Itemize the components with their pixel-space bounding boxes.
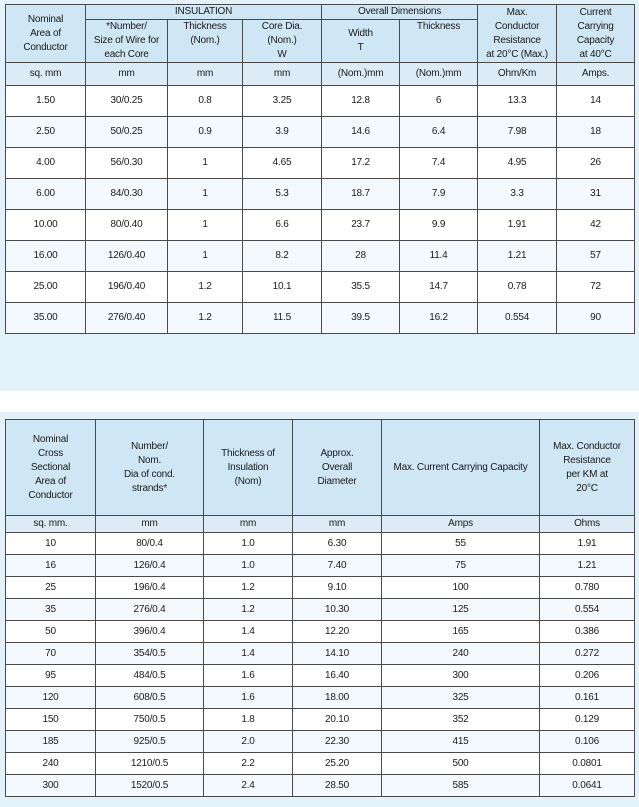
table-cell: 1.6	[204, 665, 293, 687]
table-cell: 6	[400, 86, 478, 117]
table-cell: 14	[557, 86, 635, 117]
table-cell: 14.6	[322, 117, 400, 148]
table-row	[6, 687, 635, 709]
table-cell: 1.2	[168, 272, 243, 303]
unit-cell: (Nom.)mm	[322, 63, 400, 86]
header-overall-dimensions-group: Overall Dimensions	[322, 5, 478, 20]
header-max-resistance: Max. Conductor Resistance at 20°C (Max.)	[478, 5, 557, 63]
table-cell: 3.3	[478, 179, 557, 210]
table-cell: 300	[6, 775, 96, 797]
table-cell: 75	[382, 555, 540, 577]
table-cell: 0.554	[478, 303, 557, 334]
table-cell: 16.40	[293, 665, 382, 687]
table-cell: 55	[382, 533, 540, 555]
table-cell: 22.30	[293, 731, 382, 753]
table-cell: 1.21	[478, 241, 557, 272]
table-row	[6, 117, 635, 148]
table2-panel	[0, 412, 639, 807]
table-cell: 4.95	[478, 148, 557, 179]
table-cell: 1210/0.5	[96, 753, 204, 775]
column-header: Number/ Nom. Dia of cond. strands*	[96, 420, 204, 516]
table-cell: 396/0.4	[96, 621, 204, 643]
table-cell: 1.8	[204, 709, 293, 731]
table-cell: 1	[168, 148, 243, 179]
table-cell: 13.3	[478, 86, 557, 117]
table-cell: 1	[168, 179, 243, 210]
table-cell: 35.5	[322, 272, 400, 303]
header-current-capacity: Current Carrying Capacity at 40°C	[557, 5, 635, 63]
table-cell: 1.0	[204, 555, 293, 577]
table-row	[6, 86, 635, 117]
table1-body	[6, 86, 635, 334]
table-row	[6, 303, 635, 334]
table-cell: 0.0641	[540, 775, 635, 797]
table-cell: 4.65	[243, 148, 322, 179]
table-cell: 415	[382, 731, 540, 753]
units-row	[6, 516, 635, 533]
table-cell: 9.9	[400, 210, 478, 241]
table-cell: 23.7	[322, 210, 400, 241]
unit-cell: (Nom.)mm	[400, 63, 478, 86]
table-cell: 0.272	[540, 643, 635, 665]
table-cell: 120	[6, 687, 96, 709]
table-row	[6, 753, 635, 775]
table-row	[6, 643, 635, 665]
table-cell: 70	[6, 643, 96, 665]
table-cell: 0.386	[540, 621, 635, 643]
table-cell: 10	[6, 533, 96, 555]
table-cell: 31	[557, 179, 635, 210]
table-cell: 150	[6, 709, 96, 731]
table-row	[6, 533, 635, 555]
table-cell: 7.40	[293, 555, 382, 577]
table-cell: 42	[557, 210, 635, 241]
table-cell: 500	[382, 753, 540, 775]
table-cell: 2.50	[6, 117, 86, 148]
table-cell: 276/0.40	[86, 303, 168, 334]
table2-header-row	[6, 420, 635, 516]
table-cell: 126/0.4	[96, 555, 204, 577]
column-header: Thickness of Insulation (Nom)	[204, 420, 293, 516]
table-cell: 0.129	[540, 709, 635, 731]
table-cell: 3.9	[243, 117, 322, 148]
table-cell: 18	[557, 117, 635, 148]
unit-cell: Ohm/Km	[478, 63, 557, 86]
table-cell: 14.10	[293, 643, 382, 665]
column-header: Max. Conductor Resistance per KM at 20°C	[540, 420, 635, 516]
table-cell: 0.78	[478, 272, 557, 303]
table-cell: 4.00	[6, 148, 86, 179]
column-header: Approx. Overall Diameter	[293, 420, 382, 516]
cable-spec-table-1	[5, 4, 635, 334]
table-cell: 95	[6, 665, 96, 687]
table-cell: 28	[322, 241, 400, 272]
table-cell: 750/0.5	[96, 709, 204, 731]
table1-panel	[0, 0, 639, 391]
table-cell: 354/0.5	[96, 643, 204, 665]
table-row	[6, 709, 635, 731]
table-cell: 196/0.4	[96, 577, 204, 599]
table-cell: 352	[382, 709, 540, 731]
table-cell: 35.00	[6, 303, 86, 334]
table-cell: 6.6	[243, 210, 322, 241]
table-row	[6, 599, 635, 621]
table-cell: 25.20	[293, 753, 382, 775]
table-cell: 0.8	[168, 86, 243, 117]
table-cell: 80/0.40	[86, 210, 168, 241]
table-cell: 18.7	[322, 179, 400, 210]
table-cell: 84/0.30	[86, 179, 168, 210]
table-row	[6, 775, 635, 797]
table-cell: 1.91	[540, 533, 635, 555]
table-cell: 72	[557, 272, 635, 303]
header-insulation-thickness: Thickness (Nom.)	[168, 20, 243, 63]
table-cell: 185	[6, 731, 96, 753]
table-cell: 26	[557, 148, 635, 179]
table-cell: 0.106	[540, 731, 635, 753]
table-cell: 11.5	[243, 303, 322, 334]
table-cell: 6.00	[6, 179, 86, 210]
header-core-dia: Core Dia. (Nom.) W	[243, 20, 322, 63]
table-cell: 25	[6, 577, 96, 599]
table-cell: 300	[382, 665, 540, 687]
column-header: Max. Current Carrying Capacity	[382, 420, 540, 516]
table-cell: 50	[6, 621, 96, 643]
table-cell: 1.4	[204, 643, 293, 665]
table-cell: 7.9	[400, 179, 478, 210]
table-cell: 0.0801	[540, 753, 635, 775]
table-cell: 10.1	[243, 272, 322, 303]
table-cell: 240	[6, 753, 96, 775]
table-cell: 50/0.25	[86, 117, 168, 148]
table-cell: 90	[557, 303, 635, 334]
table-cell: 0.554	[540, 599, 635, 621]
table-cell: 276/0.4	[96, 599, 204, 621]
table-cell: 20.10	[293, 709, 382, 731]
table-cell: 2.4	[204, 775, 293, 797]
table-cell: 0.206	[540, 665, 635, 687]
unit-cell: mm	[168, 63, 243, 86]
table-cell: 56/0.30	[86, 148, 168, 179]
unit-cell: mm	[96, 516, 204, 533]
table-cell: 2.0	[204, 731, 293, 753]
units-row	[6, 63, 635, 86]
table-cell: 6.4	[400, 117, 478, 148]
table-cell: 165	[382, 621, 540, 643]
header-wire-size: *Number/ Size of Wire for each Core	[86, 20, 168, 63]
unit-cell: mm	[293, 516, 382, 533]
table-cell: 1	[168, 210, 243, 241]
table-cell: 14.7	[400, 272, 478, 303]
table-row	[6, 665, 635, 687]
unit-cell: Amps.	[557, 63, 635, 86]
unit-cell: mm	[243, 63, 322, 86]
table-cell: 57	[557, 241, 635, 272]
table-cell: 925/0.5	[96, 731, 204, 753]
table-cell: 1.21	[540, 555, 635, 577]
table-cell: 30/0.25	[86, 86, 168, 117]
table-cell: 0.780	[540, 577, 635, 599]
table-cell: 196/0.40	[86, 272, 168, 303]
table-cell: 6.30	[293, 533, 382, 555]
header-overall-thickness: Thickness	[400, 20, 478, 63]
unit-cell: Ohms	[540, 516, 635, 533]
table-cell: 585	[382, 775, 540, 797]
column-header: Nominal Cross Sectional Area of Conductor	[6, 420, 96, 516]
table-cell: 1.2	[204, 599, 293, 621]
unit-cell: mm	[204, 516, 293, 533]
table-cell: 28.50	[293, 775, 382, 797]
table-cell: 240	[382, 643, 540, 665]
table-cell: 8.2	[243, 241, 322, 272]
table-cell: 2.2	[204, 753, 293, 775]
table-cell: 18.00	[293, 687, 382, 709]
table2-body	[6, 533, 635, 797]
table-cell: 35	[6, 599, 96, 621]
table-cell: 12.20	[293, 621, 382, 643]
table-row	[6, 148, 635, 179]
table-cell: 325	[382, 687, 540, 709]
table-cell: 17.2	[322, 148, 400, 179]
table-cell: 608/0.5	[96, 687, 204, 709]
table-row	[6, 577, 635, 599]
table-cell: 126/0.40	[86, 241, 168, 272]
header-width: Width T	[322, 20, 400, 63]
table-row	[6, 179, 635, 210]
table-row	[6, 210, 635, 241]
table-row	[6, 555, 635, 577]
unit-cell: Amps	[382, 516, 540, 533]
table-cell: 3.25	[243, 86, 322, 117]
table-cell: 1	[168, 241, 243, 272]
table-cell: 1.50	[6, 86, 86, 117]
table-cell: 11.4	[400, 241, 478, 272]
table-cell: 125	[382, 599, 540, 621]
table-row	[6, 241, 635, 272]
table-cell: 10.30	[293, 599, 382, 621]
table-cell: 12.8	[322, 86, 400, 117]
cable-spec-table-2	[5, 419, 635, 797]
table-cell: 10.00	[6, 210, 86, 241]
table-cell: 80/0.4	[96, 533, 204, 555]
header-nominal-area: Nominal Area of Conductor	[6, 5, 86, 63]
table-cell: 1.0	[204, 533, 293, 555]
table-cell: 1.2	[204, 577, 293, 599]
table-cell: 16.00	[6, 241, 86, 272]
table-cell: 484/0.5	[96, 665, 204, 687]
table-cell: 25.00	[6, 272, 86, 303]
unit-cell: mm	[86, 63, 168, 86]
table-cell: 1.91	[478, 210, 557, 241]
header-insulation-group: INSULATION	[86, 5, 322, 20]
unit-cell: sq. mm.	[6, 516, 96, 533]
table-cell: 16	[6, 555, 96, 577]
table-row	[6, 621, 635, 643]
table-cell: 0.9	[168, 117, 243, 148]
table-row	[6, 731, 635, 753]
table-cell: 7.4	[400, 148, 478, 179]
table-cell: 5.3	[243, 179, 322, 210]
table-cell: 16.2	[400, 303, 478, 334]
table-row	[6, 272, 635, 303]
table-cell: 39.5	[322, 303, 400, 334]
table-cell: 100	[382, 577, 540, 599]
table-cell: 1.4	[204, 621, 293, 643]
table-cell: 9.10	[293, 577, 382, 599]
table-cell: 7.98	[478, 117, 557, 148]
table-cell: 0.161	[540, 687, 635, 709]
table-cell: 1520/0.5	[96, 775, 204, 797]
table-cell: 1.6	[204, 687, 293, 709]
table-cell: 1.2	[168, 303, 243, 334]
unit-cell: sq. mm	[6, 63, 86, 86]
